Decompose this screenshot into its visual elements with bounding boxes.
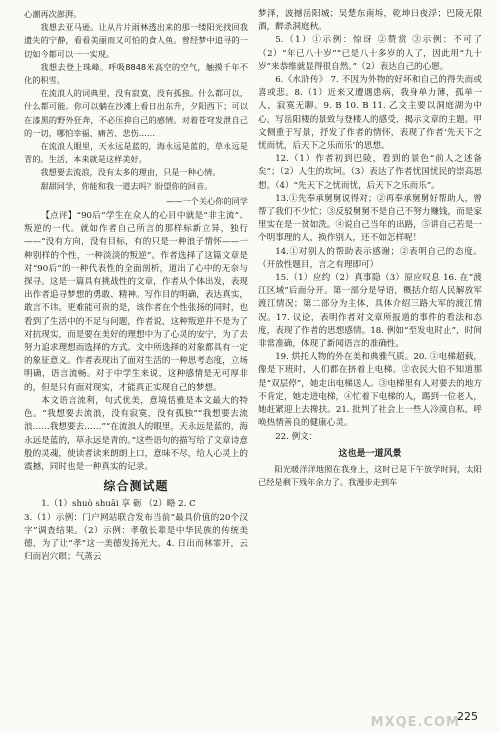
commentary-paragraph: 本文语言流利，句式优美，意境恬雅是本文最大的特色。“我想要去流浪，没有寂寞，没有孤独”“我想要去流浪……我想要去……”“在流浪人的眼里，天永远是蓝的，海永远是蓝的，草永远是青的。”这些语句的描写给了文章诗意般的灵魂，使读者读来朗朗上口，意味不尽，给人心灵上的震撼，同时也是一种真实的记录。: [24, 395, 248, 472]
answer-item: 1.（1）shuò shuāi 享 砺 （2）略 2. C: [41, 499, 196, 510]
signature: ——一个关心你的同学: [166, 195, 248, 206]
section-title: 综合测试题: [103, 479, 169, 494]
answer-item: 3.（1）示例：门户网站联合发布当前“最具价值的20个汉字”调查结果。（2）示例：孝敬长辈是中华民族的传统美德，为了让“孝”这一美德发扬光大。4. 日出而林霏开，云归而岩穴暝；气蒸云: [24, 512, 248, 563]
essay-paragraph: 在流浪人的词典里，没有寂寞，没有孤独。什么都可以，什么都可能。你可以躺在沙滩上看日出东升，夕阳西下；可以在漆黑的野外狂奔，不必压抑自己的感情。对着苍穹发泄自己的一切，哪怕幸福、痛苦、悲伤……: [24, 88, 248, 138]
essay-paragraph: 我想去亚马逊。让从片片雨林透出来的那一缕阳光找回我遗失的宁静，看看美丽而又可怕的食人鱼。曾经梦中追寻的一切如今都可以一一实现。: [24, 22, 248, 59]
page-number: 225: [457, 709, 478, 723]
answer-item: 12.（1）作者初到巴陵，看到的景色“前人之述备矣”；（2）人生的坎坷。（3）表达了作者忧国忧民的崇高思想。（4）“先天下之忧而忧，后天下之乐而乐”。: [258, 154, 482, 191]
answer-item: 6.《水浒传》 7. 不因为外物的好坏和自己的得失而或喜或悲。8.（1）近来又遭遇患病，我身单力薄，孤单一人，寂寞无聊。9. B 10. B 11. 乙文主要以洞庭湖为中心，写岳阳楼的景致与登楼人的感受，揭示文章的主题。甲文侧重于写景，抒发了作者的情怀，表现了作者‘先天下之忧而忧，后天下之乐而乐’的思想。: [258, 75, 482, 152]
watermark: MXQE.COM: [370, 714, 460, 730]
essay-start: 阳光暖洋洋地照在我身上，这时已是下午放学时间，太阳已经是剩下残年余力了。我漫步走到车: [258, 463, 482, 488]
answer-item: 15.（1）应约（2）真事隐（3）原应叹息 16. 在“渡江区域”后面分开。第一部分是导语，概括介绍人民解放军渡江情况；第二部分为主体，具体介绍三路大军的渡江情况。17. 议论，表明作者对文章所报道的事件的看法和态度，表现了作者的思想感情。18. 例如“至发电时止”，时间非常准确，体现了新闻语言的准确性。: [258, 273, 482, 350]
right-column: [258, 8, 482, 489]
answer-item: 19. 烘托人物的外在美和典雅气质。20. ①电梯超载，像是下班时，人们都在挤着上电梯。②农民大伯不知道那是“双层停”，她走出电梯送人。③电梯里有人对要去的地方不肯定，她走进电梯，④忙着下电梯的人，踢到一位老人，她赶紧迎上去搀扶。21. 批判了社会上一些人冷漠自私，呼唤热情善良的健康心灵。: [258, 352, 482, 429]
commentary-paragraph: 【点评】“90后”学生在众人的心目中就是“非主流”、叛逆的一代。就如作者自己所言的那样标新立异，独行——“没有方向，没有目标，有的只是一种浪子情怀——一种别样的个性，一种淡淡的叛逆”。作者选择了这篇文章是对“90后”的一种代表性的全面剖析，道出了心中的无奈与探寻。这是一篇具有挑战性的文章，作者从个体出发，表现出作者追寻梦想的勇敢、精神。写作目的明确，表达真实，敢言不讳。更难能可贵的是，该作者在个性张扬的同时，也看到了生活中的不足与问题，作者说，这种叛逆并不是为了对抗现实，而是要在美好的理想中为了心灵的安宁，为了去努力追求理想而选择的方式。文中所选择的对象都具有一定的象征意义。作者表现出了面对生活的一种思考态度，立场明确，语言流畅。对于中学生来说，这种感情是无可厚非的，但是只有面对现实，才能真正实现自己的梦想。: [24, 211, 248, 393]
essay-block: [24, 8, 248, 208]
left-column: [24, 8, 248, 564]
answer-item: 5.（1）①示例：惊讶 ②赞赏 ③示例：不可了（2）“年已八十岁”“已是八十多岁的人了，因此用“九十岁”来恭维就显得很自然。”（2）表达自己的心愿。: [258, 35, 482, 72]
essay-paragraph: 我想要去流浪，没有太多的理由，只是一种心情。: [40, 167, 221, 178]
essay-paragraph: 我想去登上珠峰。呼吸8848米高空的空气，触摸千年不化的积雪。: [24, 61, 248, 86]
essay-paragraph: 在流浪人眼里，天永远是蓝的，海永远是蓝的，草永远是青的。生活，本来就是这样美好。: [24, 141, 248, 165]
answer-item: 梦泽，波撼岳阳城；吴楚东南坼，乾坤日夜浮；巴陵无限酒，醉杀洞庭秋。: [258, 9, 482, 33]
essay-title: 这也是一道风景: [338, 448, 402, 459]
answer-item: 13.①先奉承舅舅说得对；②再奉承舅舅好帮助人，曾帮了我们不少忙；③反驳舅舅不是自己不努力赚钱，而是家里实在是一贫如洗。④说自己当年的出路，⑤讲自己若是一个明事理的人，换作别人，还不如怎样呢！: [258, 193, 482, 244]
answer-item: 22. 例文：: [275, 431, 318, 442]
answer-item: 14.①对别人的帮助表示感谢；②表明自己的态度。（开放性题目，言之有理即可）: [258, 246, 482, 270]
essay-closing: 甜甜同学，你能和我一道去吗？盼望你的回音。: [40, 180, 213, 191]
essay-paragraph: 心潮再次澎湃。: [24, 9, 82, 19]
